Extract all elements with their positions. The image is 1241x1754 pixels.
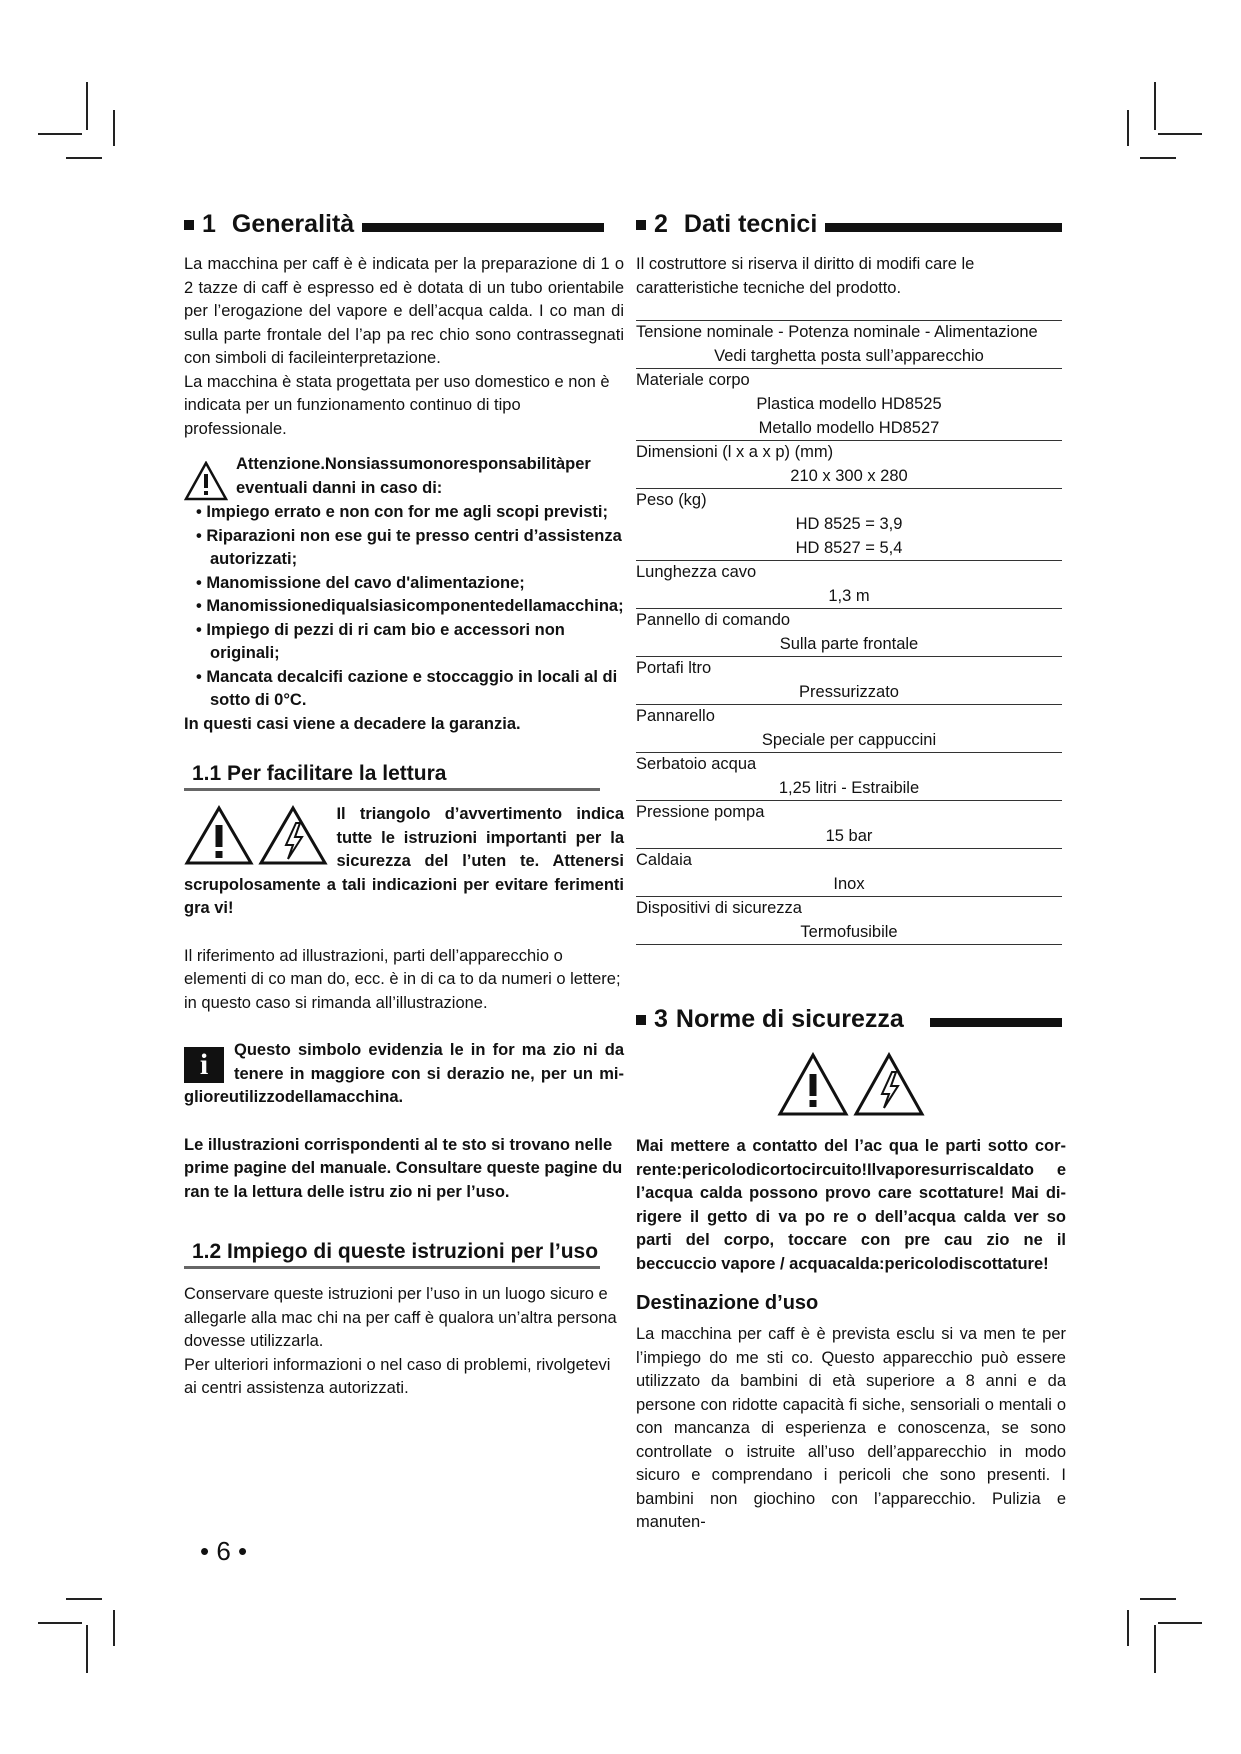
spec-value: Sulla parte frontale: [779, 635, 919, 653]
spec-value-row: [636, 464, 1062, 489]
warning-icons: [184, 805, 328, 872]
spec-value-row: [636, 416, 1062, 441]
list-item: • Manomissionediqualsiasicomponentedellamacchina;: [184, 595, 624, 619]
crop-mark: [86, 1625, 88, 1673]
triangle-note-text: Il triangolo d’avvertimento indica tutte le istruzioni importanti per la sicurezza del l’uten te. Attenersi scrupolosamente a tali indicazioni per evitare ferimenti gra vi!: [184, 805, 624, 917]
list-item: • Impiego errato e non con for me agli scopi previsti;: [184, 501, 624, 525]
spec-value: Speciale per cappuccini: [761, 731, 937, 749]
section-1-2-heading: 1.2 Impiego di queste istruzioni per l’uso: [184, 1240, 600, 1269]
electric-hazard-icon: [258, 805, 328, 867]
spec-label-row: [636, 321, 1062, 345]
crop-mark: [38, 1622, 82, 1624]
spec-label: Pressione pompa: [636, 801, 1062, 825]
spec-label-row: [636, 801, 1062, 825]
list-item: • Riparazioni non ese gui te presso centri d’assistenza autorizzati;: [184, 525, 624, 572]
spec-value-row: [636, 512, 1062, 536]
list-item: • Manomissione del cavo d'alimentazione;: [184, 572, 624, 596]
info-note-text: Questo simbolo evidenzia le in for ma zio ni da tenere in maggiore con si derazio ne, per un miglioreutilizzodellamacchina.: [184, 1041, 624, 1106]
spec-label: Materiale corpo: [636, 369, 1062, 393]
crop-mark: [1140, 157, 1176, 159]
crop-mark: [66, 1598, 102, 1600]
warning-triangle-icon: [777, 1052, 849, 1118]
section-1-heading: [184, 210, 604, 239]
spec-value-row: [636, 344, 1062, 369]
section-number: 2: [654, 210, 668, 238]
paragraph: Per ulteriori informazioni o nel caso di problemi, rivolgetevi ai centri assistenza autorizzati.: [184, 1355, 611, 1397]
spec-value: HD 8525 = 3,9: [795, 515, 903, 533]
section-title: Generalità: [231, 210, 355, 238]
heading-bar: [930, 1018, 1062, 1027]
spec-table: [636, 320, 1062, 945]
spec-value-row: [636, 536, 1062, 561]
spec-label: Serbatoio acqua: [636, 753, 1062, 777]
warning-title: Attenzione.Nonsiassumonoresponsabilitàper eventuali danni in caso di:: [236, 455, 591, 497]
spec-value-row: [636, 680, 1062, 705]
spec-label: Pannarello: [636, 705, 1062, 729]
heading-square: [636, 220, 646, 230]
section-1-1-heading: 1.1 Per facilitare la lettura: [184, 762, 600, 791]
spec-value: 1,25 litri - Estraibile: [778, 779, 920, 797]
paragraph: La macchina è stata progettata per uso domestico e non è indicata per un funzionamento continuo di tipo professionale.: [184, 372, 610, 438]
spec-value: Pressurizzato: [799, 683, 899, 701]
spec-value-row: [636, 824, 1062, 849]
spec-label-row: [636, 369, 1062, 393]
crop-mark: [1127, 1610, 1129, 1646]
warning-triangle-icon: [184, 805, 254, 867]
paragraph: Il riferimento ad illustrazioni, parti dell’apparecchio o elementi di co man do, ecc. è in di ca to da numeri o lettere; in questo caso si rimanda all’illustrazione.: [184, 946, 621, 1012]
crop-mark: [113, 1610, 115, 1646]
section-title: Norme di sicurezza: [675, 1005, 904, 1033]
paragraph: La macchina per caff è è prevista esclu si va men te per l’impiego do me sti co. Questo apparecchio può essere utilizzato da bambini di età superiore a 8 anni e da persone con ridotte capacità fi siche, sensoriali o mentali o con mancanza di esperienza e conoscenza, se sono controllate o istruite all’uso dell’apparecchio in modo sicuro e comprendano i pericoli che sono presenti. I bambini non giochino con l’apparecchio. Pulizia e manuten-: [636, 1325, 1066, 1531]
spec-label-row: [636, 561, 1062, 585]
crop-mark: [1154, 1625, 1156, 1673]
info-note: [184, 1039, 624, 1110]
spec-value-row: [636, 872, 1062, 897]
heading-square: [636, 1015, 646, 1025]
spec-value: Termofusibile: [800, 923, 898, 941]
info-icon: i: [184, 1047, 224, 1083]
section-title: Dati tecnici: [683, 210, 818, 238]
warning-list: [184, 501, 624, 713]
left-column: [184, 210, 624, 1401]
paragraph: Il costruttore si riserva il diritto di modifi care le caratteristiche tecniche del prodotto.: [636, 255, 975, 297]
crop-mark: [38, 133, 82, 135]
spec-value-row: [636, 632, 1062, 657]
spec-value: Inox: [833, 875, 865, 893]
paragraph: Conservare queste istruzioni per l’uso in un luogo sicuro e allegarle alla mac chi na per caff è qualora un’altra persona dovesse utilizzarla.: [184, 1285, 617, 1350]
spec-label-row: [636, 489, 1062, 513]
triangle-note: [184, 803, 624, 921]
section-2-heading: [636, 210, 1062, 239]
crop-mark: [86, 82, 88, 130]
spec-label: Caldaia: [636, 849, 1062, 873]
spec-value: HD 8527 = 5,4: [795, 539, 903, 557]
spec-end-rule: [636, 945, 1062, 946]
spec-value-row: [636, 728, 1062, 753]
page-number: • 6 •: [200, 1536, 248, 1566]
crop-mark: [1154, 82, 1156, 130]
warning-footer: In questi casi viene a decadere la garanzia.: [184, 714, 521, 733]
spec-value: 15 bar: [825, 827, 873, 845]
spec-label: Peso (kg): [636, 489, 1062, 513]
spec-value: 210 x 300 x 280: [790, 467, 908, 485]
spec-label: Tensione nominale - Potenza nominale - Alimentazione: [636, 321, 1062, 345]
spec-value: 1,3 m: [828, 587, 870, 605]
spec-label-row: [636, 441, 1062, 465]
paragraph: La macchina per caff è è indicata per la preparazione di 1 o 2 tazze di caff è espresso ed è dotata di un tubo orientabile per l’erogazione del vapore e dell’acqua calda. I co man di sulla parte frontale del l’ap pa rec chio sono contrassegnati con simboli di facileinterpretazione.: [184, 255, 624, 367]
spec-label: Dimensioni (l x a x p) (mm): [636, 441, 1062, 465]
spec-value: Vedi targhetta posta sull’apparecchio: [714, 347, 984, 365]
paragraph: Le illustrazioni corrispondenti al te sto si trovano nelle prime pagine del manuale. Consultare queste pagine du ran te la lettura delle istru zio ni per l’uso.: [184, 1135, 623, 1201]
crop-mark: [113, 110, 115, 146]
warning-triangle-icon: [184, 461, 228, 501]
safety-warning: Mai mettere a contatto del l’ac qua le parti sotto corrente:pericolodicortocircuito!Ilvaporesurriscaldato e l’acqua calda possono provo care scottature! Mai dirigere il getto di va po re o dell’acqua calda ver so parti del corpo, toccare con pre cau zio ne il beccuccio vapore / acquacalda:pericolodiscottature!: [636, 1137, 1066, 1273]
spec-label-row: [636, 705, 1062, 729]
heading-bar: [825, 223, 1062, 232]
spec-value-row: [636, 584, 1062, 609]
section-number: 3: [654, 1005, 668, 1033]
electric-hazard-icon: [853, 1052, 925, 1118]
section-number: 1: [202, 210, 216, 238]
spec-label: Dispositivi di sicurezza: [636, 897, 1062, 921]
list-item: • Impiego di pezzi di ri cam bio e accessori non originali;: [184, 619, 624, 666]
crop-mark: [66, 157, 102, 159]
spec-label-row: [636, 609, 1062, 633]
spec-value-row: [636, 776, 1062, 801]
spec-value-row: [636, 392, 1062, 416]
heading-bar: [362, 223, 604, 232]
spec-value: Plastica modello HD8525: [756, 395, 942, 413]
warning-block: [184, 453, 624, 736]
spec-label: Portafi ltro: [636, 657, 1062, 681]
right-column: [636, 210, 1066, 1535]
crop-mark: [1140, 1598, 1176, 1600]
crop-mark: [1158, 1622, 1202, 1624]
spec-label-row: [636, 657, 1062, 681]
spec-label-row: [636, 897, 1062, 921]
safety-icons: [636, 1052, 1066, 1123]
spec-value-row: [636, 920, 1062, 945]
spec-label-row: [636, 849, 1062, 873]
list-item: • Mancata decalcifi cazione e stoccaggio in locali al di sotto di 0°C.: [184, 666, 624, 713]
section-3-heading: [636, 1005, 1062, 1034]
spec-label: Pannello di comando: [636, 609, 1062, 633]
spec-label-row: [636, 753, 1062, 777]
rule: [636, 945, 1062, 946]
heading-square: [184, 220, 194, 230]
spec-label: Lunghezza cavo: [636, 561, 1062, 585]
spec-value: Metallo modello HD8527: [758, 419, 940, 437]
destination-heading: Destinazione d’uso: [636, 1292, 819, 1314]
crop-mark: [1127, 110, 1129, 146]
crop-mark: [1158, 133, 1202, 135]
